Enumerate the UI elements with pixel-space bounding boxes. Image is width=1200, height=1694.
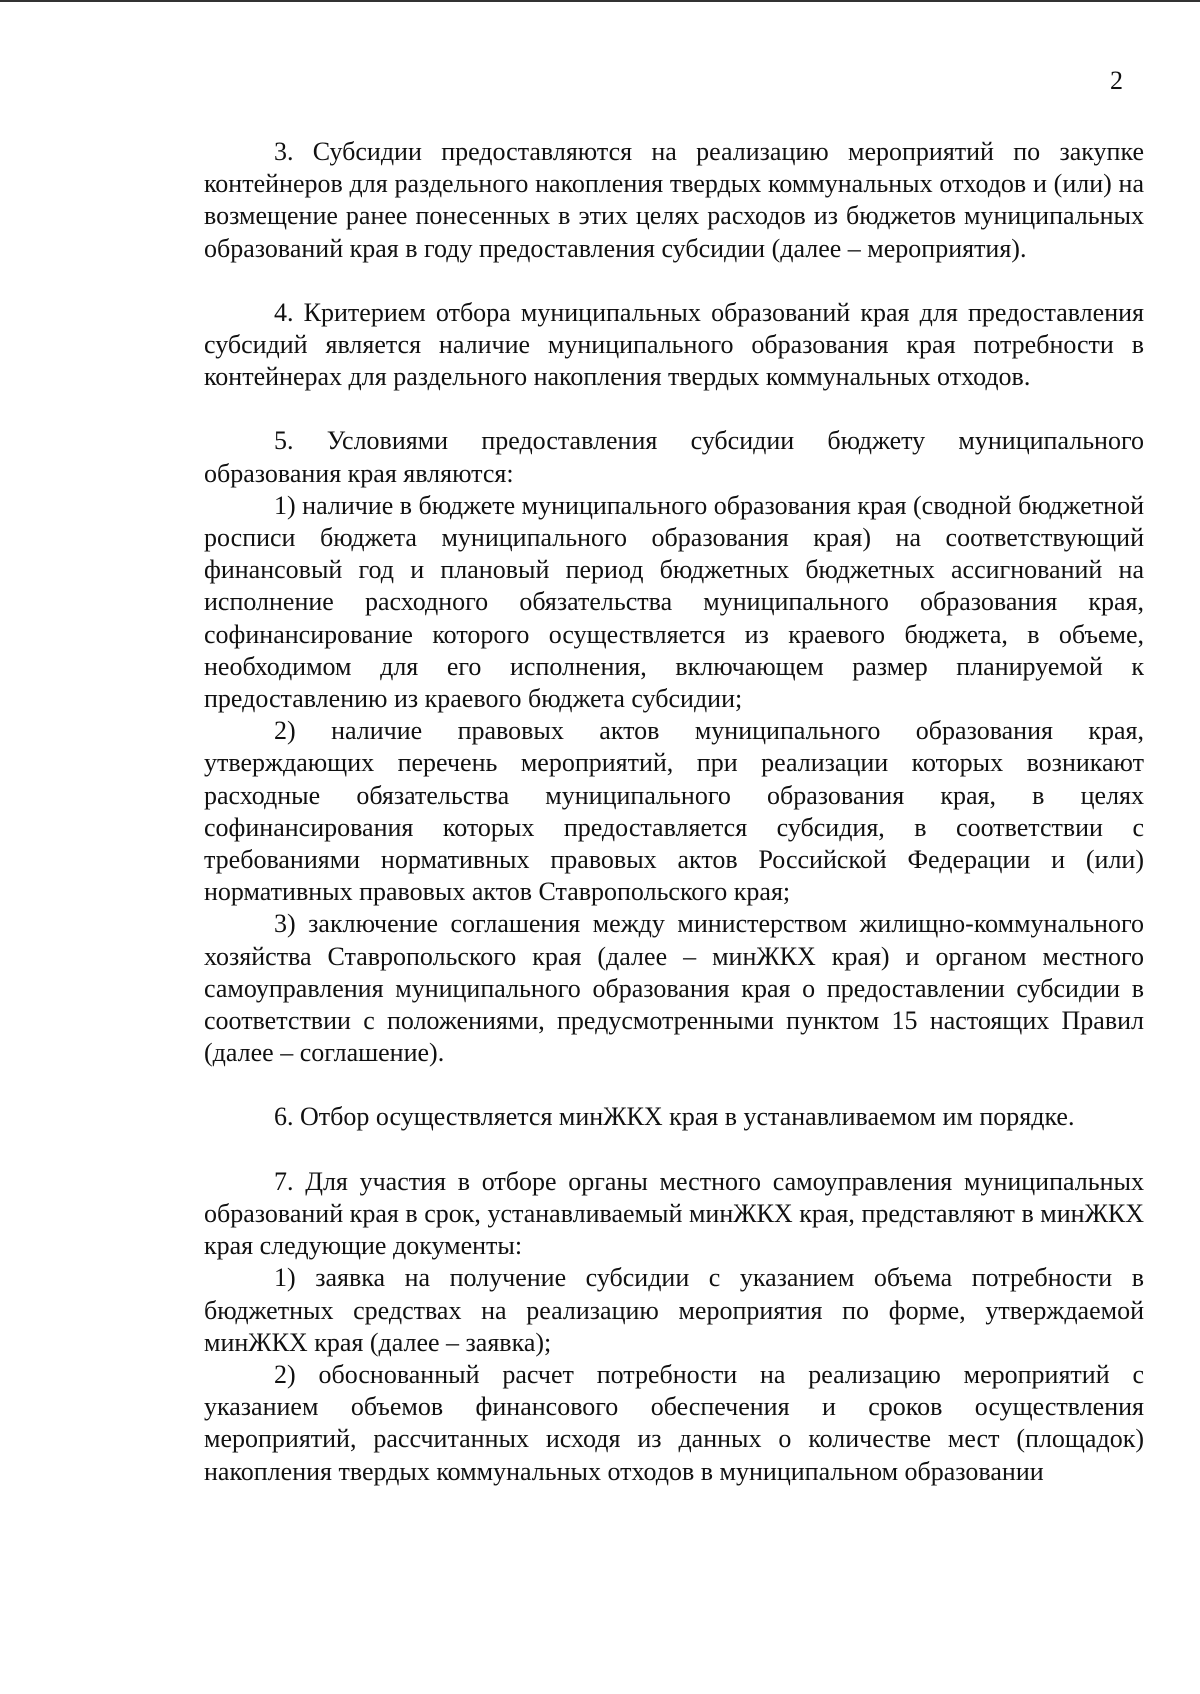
paragraph-5-item-2: 2) наличие правовых актов муниципального образования края, утверждающих перечень мероприятий, при реализации которых возникают расходные обязательства муниципального образования края, в целях софинансирования которых предоставляется субсидия, в соответствии с требованиями нормативных правовых актов Российской Федерации и (или) нормативных правовых актов Ставропольского края; [204, 716, 1144, 907]
paragraph-7-item-1: 1) заявка на получение субсидии с указанием объема потребности в бюджетных средствах на реализацию мероприятия по форме, утверждаемой минЖКХ края (далее – заявка); [204, 1263, 1144, 1357]
top-edge-rule [0, 0, 1200, 2]
paragraph-5-item-1: 1) наличие в бюджете муниципального образования края (сводной бюджетной росписи бюджета муниципального образования края) на соответствующий финансовый год и плановый период бюджетных бюджетных ассигнований на исполнение расходного обязательства муниципального образования края, софинансирование которого осуществляется из краевого бюджета, в объеме, необходимом для его исполнения, включающем размер планируемой к предоставлению из краевого бюджета субсидии; [204, 490, 1145, 714]
paragraph-4: 4. Критерием отбора муниципальных образований края для предоставления субсидий является наличие муниципального образования края потребности в контейнерах для раздельного накопления твердых коммунальных отходов. [204, 297, 1144, 392]
paragraph-6: 6. Отбор осуществляется минЖКХ края в устанавливаемом им порядке. [274, 1102, 1075, 1132]
paragraph-7-item-2: 2) обоснованный расчет потребности на реализацию мероприятий с указанием объемов финансового обеспечения и сроков осуществления мероприятий, рассчитанных исходя из данных о количестве мест (площадок) накопления твердых коммунальных отходов в муниципальном образовании [204, 1359, 1144, 1486]
page-number: 2 [1110, 66, 1123, 95]
document-body [204, 136, 1144, 1488]
paragraph-7: 7. Для участия в отборе органы местного самоуправления муниципальных образований края в срок, устанавливаемый минЖКХ края, представляют в минЖКХ края следующие документы: [204, 1166, 1144, 1261]
paragraph-3: 3. Субсидии предоставляются на реализацию мероприятий по закупке контейнеров для раздельного накопления твердых коммунальных отходов и (или) на возмещение ранее понесенных в этих целях расходов из бюджетов муниципальных образований края в году предоставления субсидии (далее – мероприятия). [204, 137, 1144, 263]
paragraph-5: 5. Условиями предоставления субсидии бюджету муниципального образования края являются: [204, 426, 1144, 488]
paragraph-5-item-3: 3) заключение соглашения между министерством жилищно-коммунального хозяйства Ставропольского края (далее – минЖКХ края) и органом местного самоуправления муниципального образования края о предоставлении субсидии в соответствии с положениями, предусмотренными пунктом 15 настоящих Правил (далее – соглашение). [204, 909, 1144, 1068]
